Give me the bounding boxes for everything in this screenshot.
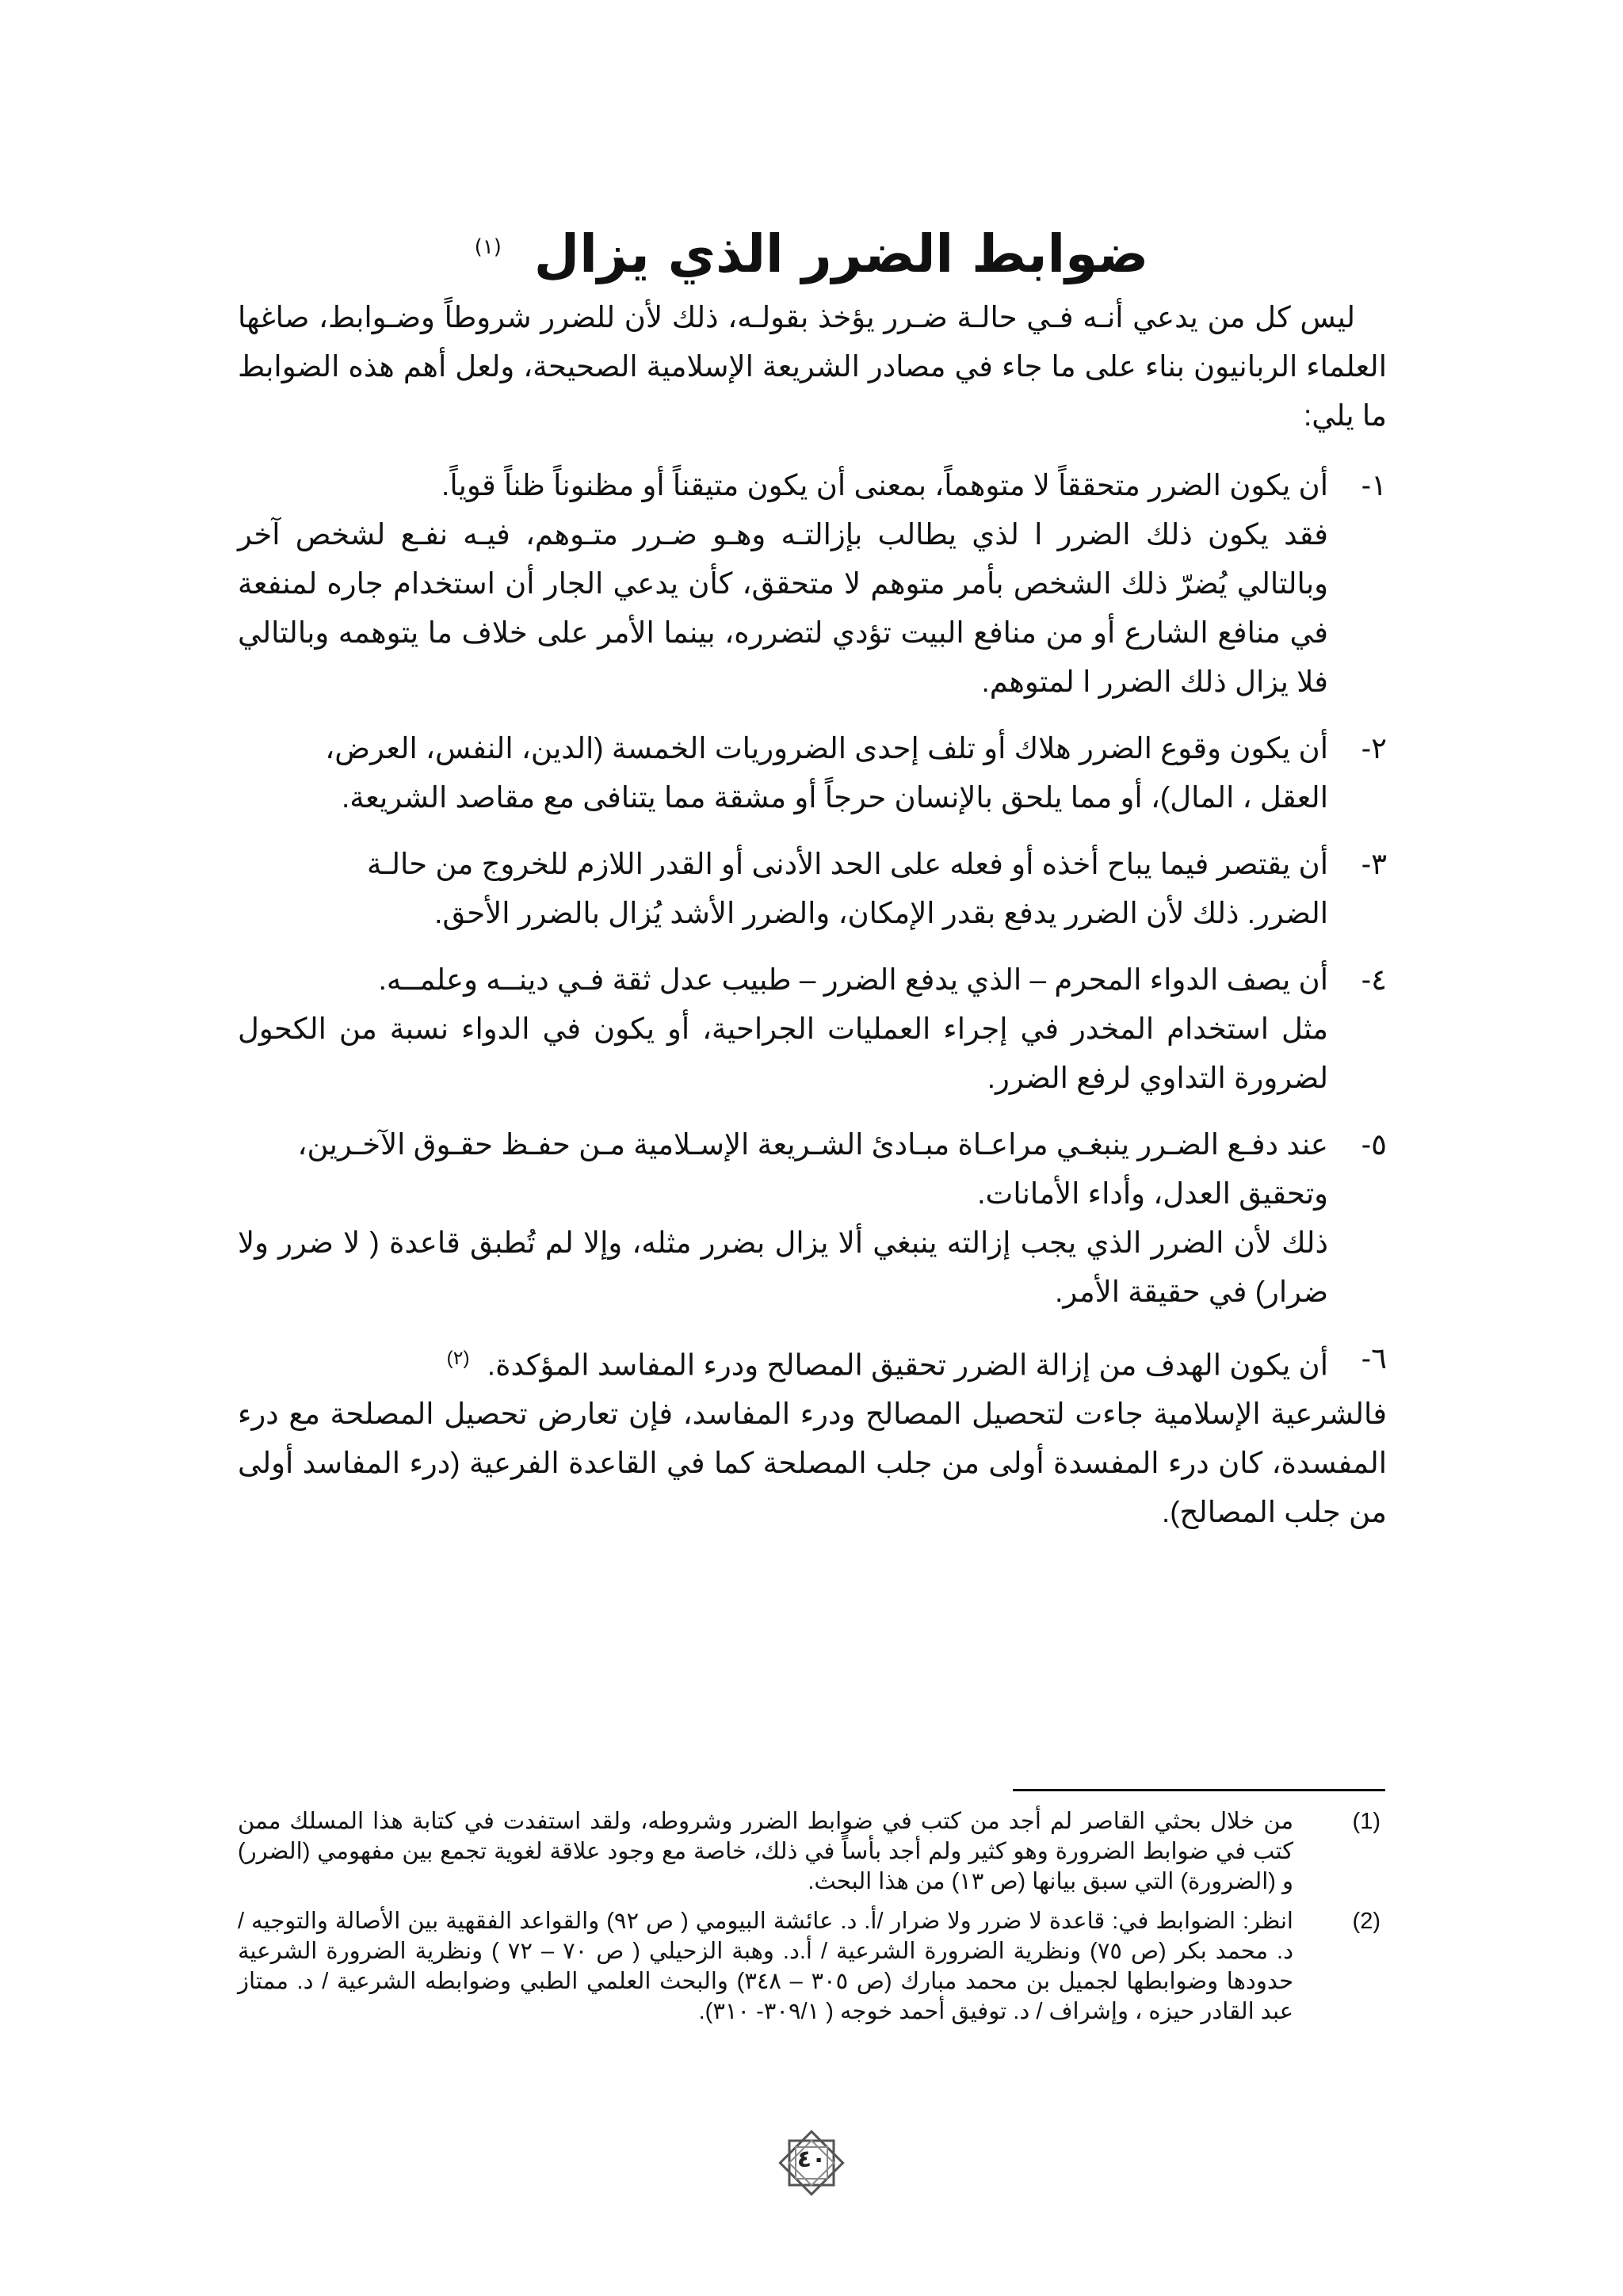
item-first-line: عند دفـع الضـرر ينبغـي مراعـاة مبـادئ الشـريعة الإسـلامية مـن حفـظ حقـوق الآخـرين، bbox=[297, 1128, 1328, 1161]
item-line: يتوهمه وبالتالي فلا يزال ذلك الضرر ا لمتوهم. bbox=[238, 616, 1328, 698]
footnote-separator bbox=[1013, 1789, 1385, 1791]
footnotes bbox=[238, 1806, 1387, 2036]
page-title bbox=[238, 208, 1385, 294]
footnote-number: (1) bbox=[1352, 1809, 1381, 1834]
item-content bbox=[238, 461, 1328, 707]
item-content bbox=[238, 840, 1328, 938]
item-text bbox=[238, 1390, 1387, 1537]
item-line: وتحقيق العدل، وأداء الأمانات. bbox=[977, 1177, 1328, 1210]
item-number: ٢- bbox=[1361, 732, 1387, 765]
item-number: ٣- bbox=[1361, 848, 1387, 880]
item-number: ٤- bbox=[1361, 963, 1387, 996]
item-number: ١- bbox=[1361, 469, 1387, 502]
item-content bbox=[238, 1120, 1328, 1317]
footnote-number: (2) bbox=[1352, 1909, 1381, 1934]
item-line: لضرورة التداوي لرفع الضرر. bbox=[987, 1062, 1328, 1094]
item-line: الفرعية (درء المفاسد أولى من جلب المصالح). bbox=[238, 1447, 1387, 1529]
item-line: فقد يكون ذلك الضرر ا لذي يطالب بإزالتـه وهـو ضـرر متـوهم، فيـه نفـع لشخص آخر bbox=[238, 518, 1328, 551]
list-item bbox=[238, 724, 1387, 822]
item-text bbox=[238, 1219, 1328, 1317]
item-number: ٦- bbox=[1361, 1342, 1387, 1375]
list-item bbox=[238, 1334, 1387, 1537]
list-item bbox=[238, 461, 1387, 707]
item-content bbox=[238, 724, 1328, 822]
list-item bbox=[238, 1120, 1387, 1317]
footnote-mark: (٢) bbox=[446, 1348, 470, 1369]
list-item bbox=[238, 840, 1387, 938]
item-first-line bbox=[238, 1334, 1328, 1390]
item-first-line: أن يكون الضرر متحققاً لا متوهماً، بمعنى أن يكون متيقناً أو مظنوناً ظناً قوياً. bbox=[441, 469, 1328, 502]
item-line: ذلك لأن الضرر الذي يجب إزالته ينبغي ألا يزال بضرر مثله، وإلا لم تُطبق قاعدة ( لا bbox=[343, 1226, 1329, 1259]
footnote bbox=[238, 1806, 1387, 1897]
item-text bbox=[238, 1005, 1328, 1103]
item-content bbox=[238, 1334, 1388, 1537]
item-line: ضرر ولا ضرار) في حقيقة الأمر. bbox=[238, 1226, 1328, 1308]
intro-paragraph bbox=[238, 293, 1387, 441]
intro-line: صاغها العلماء الربانيون بناء على ما جاء في مصادر الشريعة الإسلامية الصحيحة، ولعل أهم bbox=[238, 301, 1387, 383]
item-line: وبالتالي يُضرّ ذلك الشخص بأمر متوهم لا متحقق، كأن يدعي الجار أن استخدام جاره bbox=[327, 567, 1328, 600]
item-line: مثل استخدام المخدر في إجراء العمليات الجراحية، أو يكون في الدواء نسبة من الكحول bbox=[238, 1013, 1328, 1045]
item-first-line: أن يقتصر فيما يباح أخذه أو فعله على الحد الأدنى أو القدر اللازم للخروج من حالـة bbox=[367, 848, 1328, 880]
item-number: ٥- bbox=[1361, 1128, 1387, 1161]
item-first-line-text: أن يكون الهدف من إزالة الضرر تحقيق المصالح ودرء المفاسد المؤكدة. bbox=[487, 1348, 1328, 1382]
item-text bbox=[238, 510, 1328, 707]
title-footnote-mark: (١) bbox=[474, 235, 502, 259]
item-line: العقل ، المال)، أو مما يلحق بالإنسان حرجاً أو مشقة مما يتنافى مع مقاصد الشريعة. bbox=[342, 781, 1328, 814]
footnote bbox=[238, 1906, 1387, 2027]
list-item bbox=[238, 955, 1387, 1103]
page-number-badge bbox=[772, 2123, 851, 2203]
item-line: لمنفعة في منافع الشارع أو من منافع البيت تؤدي لتضرره، بينما الأمر على خلاف ما bbox=[238, 567, 1328, 649]
item-first-line: أن يصف الدواء المحرم – الذي يدفع الضرر – طبيب عدل ثقة فـي دينــه وعلمــه. bbox=[378, 963, 1328, 996]
item-line: الضرر. ذلك لأن الضرر يدفع بقدر الإمكان، والضرر الأشد يُزال بالضرر الأحق. bbox=[434, 897, 1328, 929]
footnote-text: من خلال بحثي القاصر لم أجد من كتب في ضوابط الضرر وشروطه، ولقد استفدت في كتابة هذا المسلك ممن كتب في ضوابط الضرورة وهو كثير ولم أجد بأساً في ذلك، خاصة مع وجود علاقة لغوية تجمع بين مفهومي (الضرر) و (الضرورة) التي سبق بيانها (ص ١٣) من هذا البحث. bbox=[238, 1809, 1293, 1894]
intro-line: هذه الضوابط ما يلي: bbox=[238, 350, 1387, 432]
item-line: فالشرعية الإسلامية جاءت لتحصيل المصالح ودرء المفاسد، فإن تعارض تحصيل bbox=[444, 1398, 1388, 1431]
body-text bbox=[238, 293, 1387, 1554]
footnote-text: انظر: الضوابط في: قاعدة لا ضرر ولا ضرار /أ. د. عائشة البيومي ( ص ٩٢) والقواعد الفقهية بين الأصالة والتوجيه / د. محمد بكر (ص ٧٥) ونظرية الضرورة الشرعية / أ.د. وهبة الزحيلي ( ص ٧٠ – ٧٢ ) ونظرية الضرورة الشرعية حدودها وضوابطها لجميل بن محمد مبارك (ص ٣٠٥ – ٣٤٨) والبحث العلمي الطبي وضوابطه الشرعية / د. ممتاز عبد القادر حيزه ، وإشراف / د. توفيق أحمد خوجه ( ٣٠٩/١- ٣١٠). bbox=[238, 1909, 1293, 2024]
item-first-line: أن يكون وقوع الضرر هلاك أو تلف إحدى الضروريات الخمسة (الدين، النفس، العرض، bbox=[325, 732, 1328, 765]
intro-line: ليس كل من يدعي أنـه فـي حالـة ضـرر يؤخذ بقولـه، ذلك لأن للضرر شروطاً وضـوابط، bbox=[319, 301, 1356, 334]
item-line: المصلحة مع درء المفسدة، كان درء المفسدة أولى من جلب المصلحة كما في القاعدة bbox=[238, 1398, 1388, 1480]
page-number: ٤٠ bbox=[796, 2145, 827, 2173]
item-content bbox=[238, 955, 1328, 1103]
title-text: ضوابط الضرر الذي يزال bbox=[533, 223, 1149, 284]
